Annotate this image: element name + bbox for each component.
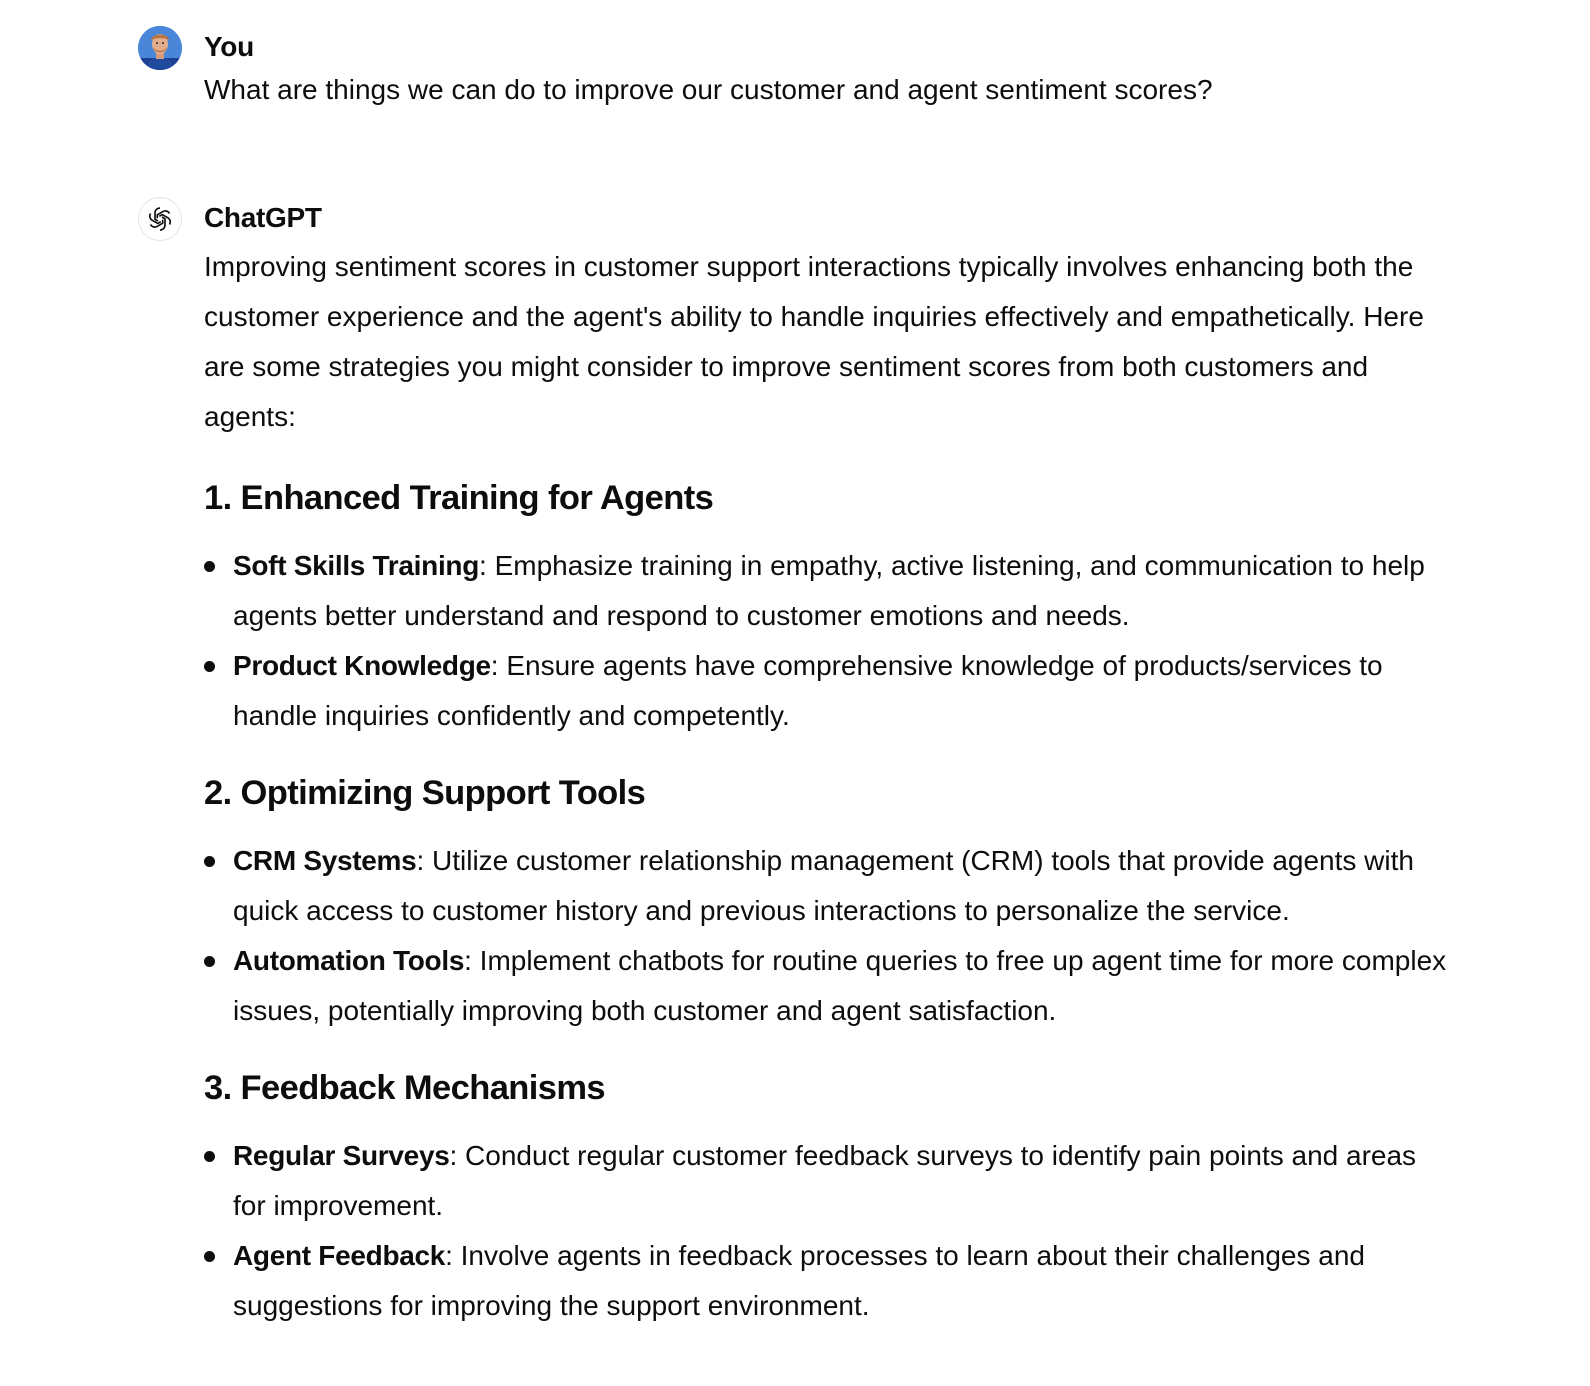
list-item-term: Agent Feedback [233,1240,446,1271]
list-item-desc: : Utilize customer relationship management (CRM) tools that provide agents with quick access to customer history and previous interactions to personalize the service. [233,845,1414,926]
bullet-list [204,541,1454,741]
bullet-list [204,1131,1454,1331]
list-item [204,1231,1454,1331]
assistant-intro-paragraph: Improving sentiment scores in customer support interactions typically involves enhancing both the customer experience and the agent's ability to handle inquiries effectively and empathetically. Here are some strategies you might consider to improve sentiment scores from both customers and agents: [204,251,1424,432]
user-avatar[interactable] [138,26,182,70]
list-item [204,541,1454,641]
list-item [204,936,1454,1036]
assistant-avatar [138,197,182,241]
list-item [204,836,1454,936]
user-avatar-photo [138,26,182,70]
list-item [204,1131,1454,1231]
list-item [204,641,1454,741]
openai-logo-icon [145,204,175,234]
list-item-desc: : Emphasize training in empathy, active listening, and communication to help agents better understand and respond to customer emotions and needs. [233,550,1425,631]
list-item-term: Soft Skills Training [233,550,480,581]
list-item-term: Product Knowledge [233,650,491,681]
list-item-desc: : Involve agents in feedback processes to learn about their challenges and suggestions for improving the support environment. [233,1240,1366,1321]
list-item-desc: : Ensure agents have comprehensive knowledge of products/services to handle inquiries confidently and competently. [233,650,1383,731]
user-message-text: What are things we can do to improve our customer and agent sentiment scores? [204,74,1213,105]
section-heading: 2. Optimizing Support Tools [204,774,646,812]
assistant-author-name: ChatGPT [204,202,322,233]
section-heading: 3. Feedback Mechanisms [204,1069,605,1107]
bullet-icon [204,561,215,572]
list-item-desc: : Conduct regular customer feedback surveys to identify pain points and areas for improvement. [233,1140,1417,1221]
assistant-message-body [204,242,1454,1331]
list-item-term: Automation Tools [233,945,465,976]
list-item-term: CRM Systems [233,845,417,876]
bullet-icon [204,1251,215,1262]
list-item-term: Regular Surveys [233,1140,450,1171]
list-item-desc: : Implement chatbots for routine queries to free up agent time for more complex issues, potentially improving both customer and agent satisfaction. [233,945,1447,1026]
bullet-icon [204,856,215,867]
bullet-icon [204,1151,215,1162]
section-heading: 1. Enhanced Training for Agents [204,479,714,517]
bullet-icon [204,956,215,967]
bullet-list [204,836,1454,1036]
bullet-icon [204,661,215,672]
user-author-name: You [204,31,254,62]
